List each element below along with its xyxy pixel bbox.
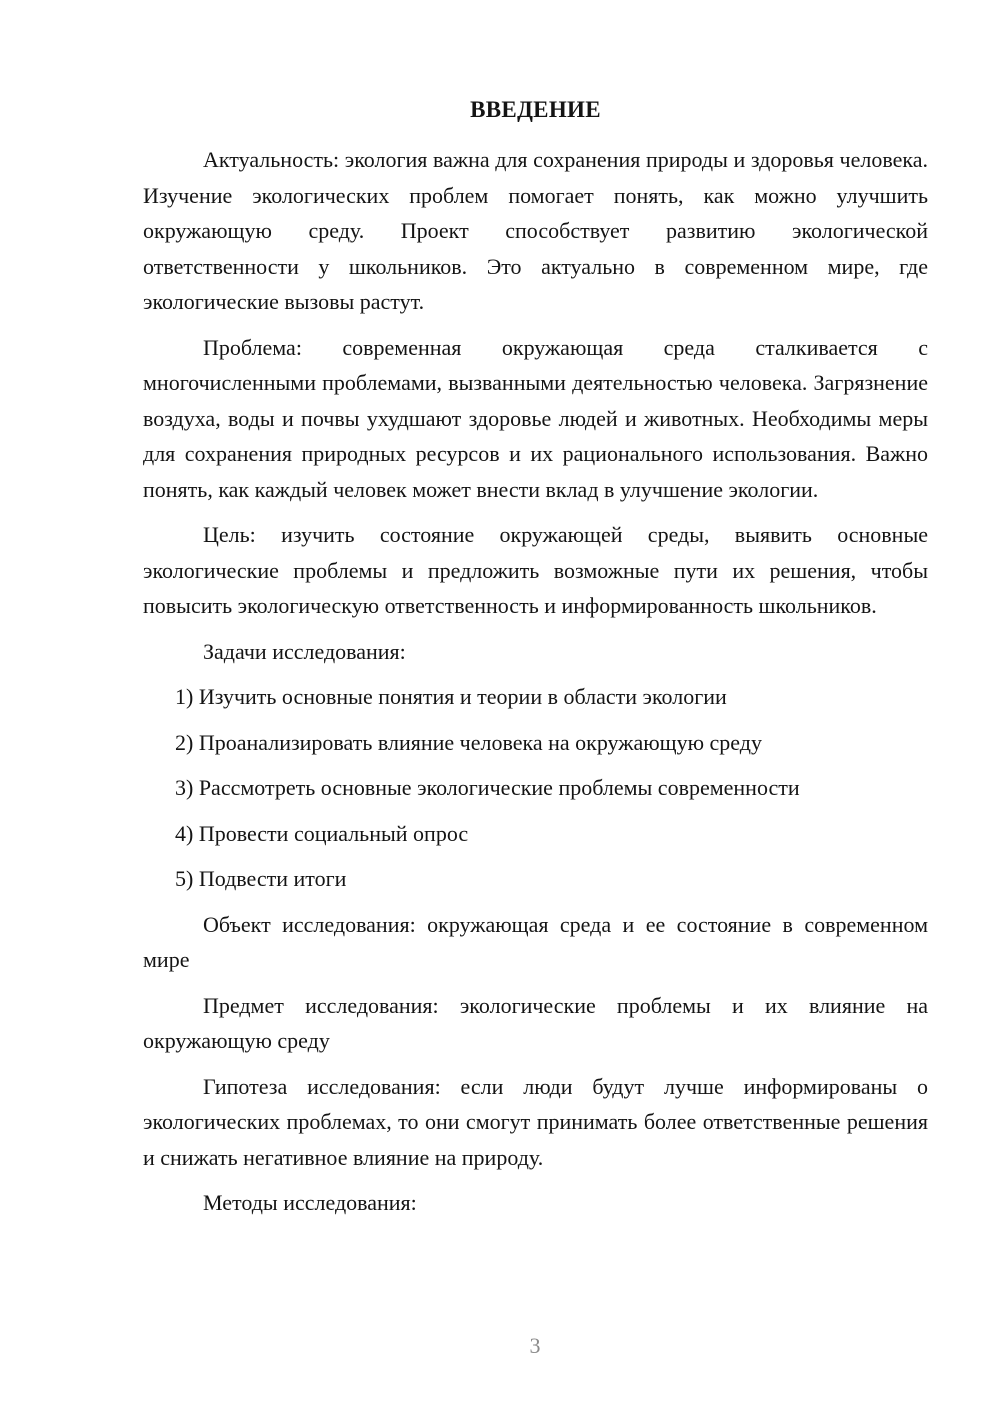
task-item: 3) Рассмотреть основные экологические проблемы современности (175, 775, 800, 800)
methods-title: Методы исследования: (203, 1190, 417, 1215)
task-item: 5) Подвести итоги (175, 866, 347, 891)
task-item: 2) Проанализировать влияние человека на окружающую среду (175, 729, 762, 755)
section-heading: ВВЕДЕНИЕ (470, 97, 601, 122)
task-item: 1) Изучить основные понятия и теории в области экологии (175, 684, 727, 709)
relevance-paragraph: Актуальность: экология важна для сохранения природы и здоровья человека. Изучение экологических проблем помогает понять, как можно улучшить окружающую среду. Проект способствует развитию экологической ответственности у школьников. Это актуально в современном мире, где экологические вызовы растут. (143, 147, 928, 314)
task-list (143, 679, 928, 897)
problem-paragraph: Проблема: современная окружающая среда сталкивается с многочисленными проблемами, вызванными деятельностью человека. Загрязнение воздуха, воды и почвы ухудшают здоровье людей и животных. Необходимы меры для сохранения природных ресурсов и их рационального использования. Важно понять, как каждый человек может внести вклад в улучшение экологии. (143, 334, 928, 502)
subject-paragraph: Предмет исследования: экологические проблемы и их влияние на окружающую среду (143, 992, 928, 1053)
goal-paragraph: Цель: изучить состояние окружающей среды, выявить основные экологические проблемы и предложить возможные пути их решения, чтобы повысить экологическую ответственность и информированность школьников. (143, 522, 928, 618)
task-item: 4) Провести социальный опрос (175, 820, 469, 846)
object-paragraph: Объект исследования: окружающая среда и ее состояние в современном мире (143, 911, 928, 972)
tasks-title: Задачи исследования: (203, 638, 406, 664)
hypothesis-paragraph: Гипотеза исследования: если люди будут лучше информированы о экологических проблемах, то они смогут принимать более ответственные решения и снижать негативное влияние на природу. (143, 1073, 928, 1170)
document-page (143, 92, 928, 1231)
page-number: 3 (529, 1333, 541, 1358)
